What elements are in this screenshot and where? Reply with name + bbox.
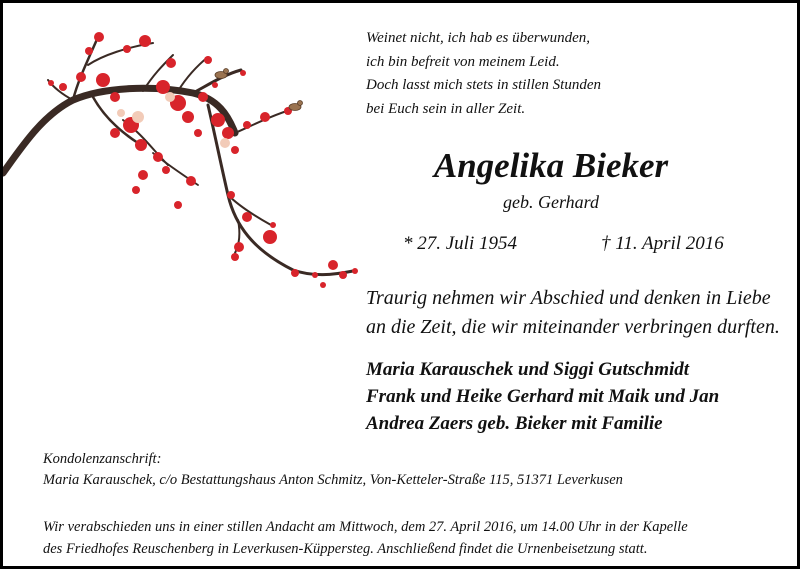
condolence-address-line: Maria Karauschek, c/o Bestattungshaus Anton Schmitz, Von-Ketteler-Straße 115, 51371 Leverkusen bbox=[43, 472, 623, 488]
poem bbox=[366, 27, 601, 121]
mourner: Frank und Heike Gerhard mit Maik und Jan bbox=[366, 386, 720, 407]
condolence-address bbox=[43, 449, 623, 491]
poem-line: Doch lasst mich stets in stillen Stunden bbox=[366, 77, 601, 93]
farewell-line: Traurig nehmen wir Abschied und denken in Liebe bbox=[366, 287, 771, 309]
cherry-blossom-branch-icon bbox=[3, 25, 368, 290]
mourner: Maria Karauschek und Siggi Gutschmidt bbox=[366, 359, 690, 380]
poem-line: ich bin befreit von meinem Leid. bbox=[366, 53, 560, 70]
poem-line: bei Euch sein in aller Zeit. bbox=[366, 100, 526, 117]
condolence-label: Kondolenzanschrift: bbox=[43, 451, 162, 467]
death-date: † 11. April 2016 bbox=[601, 233, 724, 254]
farewell-line: an die Zeit, die wir miteinander verbringen durften. bbox=[366, 316, 780, 338]
mourner: Andrea Zaers geb. Bieker mit Familie bbox=[366, 413, 663, 434]
birth-date: * 27. Juli 1954 bbox=[403, 233, 517, 254]
ceremony-line: des Friedhofes Reuschenberg in Leverkusen-Küppersteg. Anschließend findet die Urnenbeisetzung statt. bbox=[43, 541, 648, 557]
mourners-list bbox=[366, 356, 719, 437]
poem-line: Weinet nicht, ich hab es überwunden, bbox=[366, 30, 590, 46]
farewell-text bbox=[366, 284, 780, 342]
ceremony-notice bbox=[43, 516, 688, 560]
birth-name: geb. Gerhard bbox=[503, 192, 599, 212]
deceased-name: Angelika Bieker bbox=[433, 146, 669, 185]
ceremony-line: Wir verabschieden uns in einer stillen Andacht am Mittwoch, dem 27. April 2016, um 14.00 Uhr in der Kapelle bbox=[43, 519, 688, 535]
